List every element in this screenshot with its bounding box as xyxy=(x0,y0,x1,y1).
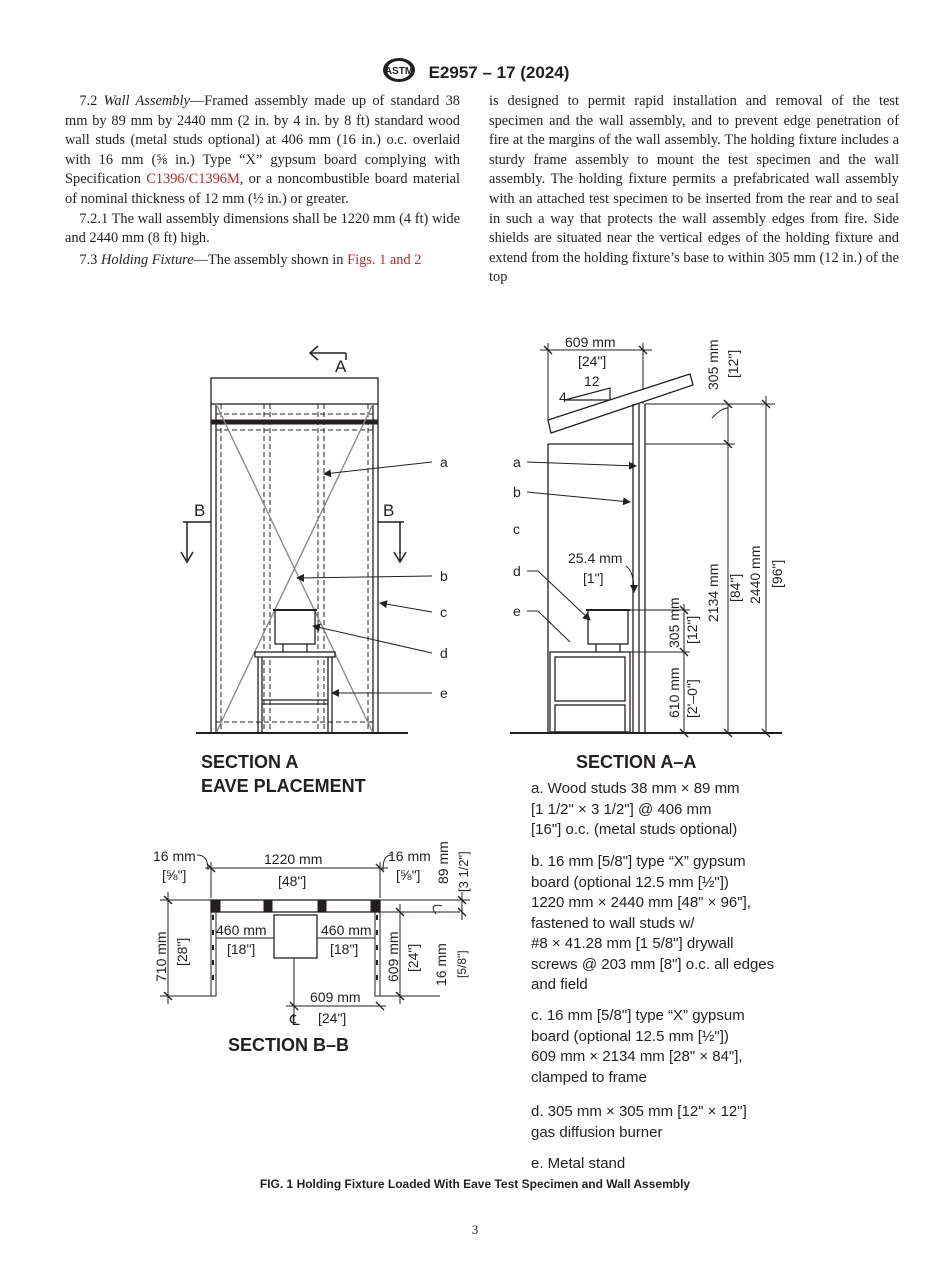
dim-2440-mm: 2440 mm xyxy=(747,545,763,604)
section-a-title: SECTION A xyxy=(201,752,299,772)
callout-d: d xyxy=(440,645,448,661)
bb-dim-710-in: [28"] xyxy=(174,937,190,966)
section-aa-drawing xyxy=(510,343,782,737)
bb-dim-609-right-in: [24"] xyxy=(405,943,421,972)
paragraph-7-3-continued: is designed to permit rapid installation and removal of the test specimen and the wall assembly, and to prevent edge penetration of fire at the margins of the wall assembly. The holding fixture includes a sturdy frame assembly to mount the test specimen and the wall assembly. The holding fixture permits a prefabricated wall assembly with an attached test specimen to be inserted from the rear and to seal in such a way that protects the wall assembly edges from fire. Side shields are situated near the vertical edges of the holding fixture and extend from the holding fixture’s base to within 305 mm (12 in.) of the top xyxy=(489,93,899,286)
dim-609-mm: 609 mm xyxy=(565,334,616,350)
dim-2134-mm: 2134 mm xyxy=(705,563,721,622)
aa-callout-c: c xyxy=(513,521,520,537)
bb-dim-16-right-in: [⅝"] xyxy=(396,867,421,883)
centerline-symbol: ℄ xyxy=(290,1012,300,1029)
bb-dim-460-right: 460 mm xyxy=(321,922,372,938)
bb-dim-89-in: [3 1/2"] xyxy=(456,851,471,892)
paragraph-7-3: 7.3 Holding Fixture—The assembly shown in Figs. 1 and 2 xyxy=(79,251,422,268)
dim-305-burner-in: [12"] xyxy=(684,615,700,644)
logo-text: ASTM xyxy=(384,66,413,77)
dim-610-in: [2'–0"] xyxy=(684,679,700,718)
page-number: 3 xyxy=(471,1222,479,1237)
dim-2134-in: [84"] xyxy=(727,573,743,602)
bb-dim-16-vertical: 16 mm xyxy=(433,943,449,986)
dim-305-top-in: [12"] xyxy=(725,349,741,378)
slope-run: 12 xyxy=(584,373,600,389)
paragraph-7-2-1: 7.2.1 The wall assembly dimensions shall be 1220 mm (4 ft) wide and 2440 mm (8 ft) high. xyxy=(65,210,460,247)
figure-caption: FIG. 1 Holding Fixture Loaded With Eave Test Specimen and Wall Assembly xyxy=(259,1177,691,1191)
bb-dim-609-right: 609 mm xyxy=(385,931,401,982)
section-b-marker-left: B xyxy=(194,501,206,520)
legend-item-b: b. 16 mm [5/8"] type “X” gypsum board (optional 12.5 mm [½"]) 1220 mm × 2440 mm [48" × 96"], fastened to wall studs w/ #8 × 41.28 mm [1 5/8"] drywall screws @ 203 mm [8"] o.c. all edges and field xyxy=(531,853,775,993)
dim-305-top-mm: 305 mm xyxy=(705,339,721,390)
section-b-marker-right: B xyxy=(383,501,395,520)
bb-dim-1220-in: [48"] xyxy=(278,873,307,889)
bb-dim-609-bottom-in: [24"] xyxy=(318,1010,347,1026)
callout-b: b xyxy=(440,568,448,584)
figs-link[interactable]: Figs. 1 and 2 xyxy=(347,251,422,268)
dim-610-mm: 610 mm xyxy=(666,667,682,718)
section-a-drawing xyxy=(181,346,432,733)
section-a-subtitle: EAVE PLACEMENT xyxy=(201,776,366,796)
callout-e: e xyxy=(440,685,448,701)
bb-dim-460-right-in: [18"] xyxy=(330,941,359,957)
slope-rise: 4 xyxy=(559,389,567,405)
bb-dim-609-bottom: 609 mm xyxy=(310,989,361,1005)
bb-dim-16-right: 16 mm xyxy=(388,848,431,864)
legend-item-a: a. Wood studs 38 mm × 89 mm [1 1/2" × 3 1/2"] @ 406 mm [16"] o.c. (metal studs optional) xyxy=(531,780,740,838)
dim-609-in: [24"] xyxy=(578,353,607,369)
section-bb-title: SECTION B–B xyxy=(228,1035,350,1055)
callout-a: a xyxy=(440,454,448,470)
bb-dim-16-vertical-in: [5/8"] xyxy=(455,950,469,978)
bb-dim-1220: 1220 mm xyxy=(264,851,323,867)
legend-item-c: c. 16 mm [5/8"] type “X” gypsum board (optional 12.5 mm [½"]) 609 mm × 2134 mm [28" × 84"], clamped to frame xyxy=(531,1007,745,1086)
callout-c: c xyxy=(440,604,447,620)
dim-2440-in: [96"] xyxy=(769,559,785,588)
bb-dim-89: 89 mm xyxy=(435,841,451,884)
aa-callout-d: d xyxy=(513,563,521,579)
bb-dim-16-left-in: [⅝"] xyxy=(162,867,187,883)
aa-callout-b: b xyxy=(513,484,521,500)
bb-dim-710: 710 mm xyxy=(153,931,169,982)
legend-item-d: d. 305 mm × 305 mm [12" × 12"] gas diffusion burner xyxy=(531,1103,747,1141)
aa-callout-a: a xyxy=(513,454,521,470)
bb-dim-460-left-in: [18"] xyxy=(227,941,256,957)
dim-305-burner-mm: 305 mm xyxy=(666,597,682,648)
paragraph-7-2: 7.2 Wall Assembly—Framed assembly made up of standard 38 mm by 89 mm by 2440 mm (2 in. by 4 in. by 8 ft) standard wood wall studs (metal studs optional) at 406 mm (16 in.) o.c. overlaid with 16 mm (⅝ in.) Type “X” gypsum board complying with Specification C1396/C1396M, or a noncombustible board material of nominal thickness of 12 mm (½ in.) or greater. xyxy=(65,93,461,207)
section-a-marker: A xyxy=(335,357,347,376)
bb-dim-460-left: 460 mm xyxy=(216,922,267,938)
section-aa-title: SECTION A–A xyxy=(576,752,697,772)
spec-link[interactable]: C1396/C1396M xyxy=(146,171,240,188)
dim-25-in: [1"] xyxy=(583,570,604,586)
aa-callout-e: e xyxy=(513,603,521,619)
standard-designation: E2957 – 17 (2024) xyxy=(428,62,570,82)
legend-item-e: e. Metal stand xyxy=(531,1155,626,1172)
dim-25-mm: 25.4 mm xyxy=(568,550,623,566)
bb-dim-16-left: 16 mm xyxy=(153,848,196,864)
